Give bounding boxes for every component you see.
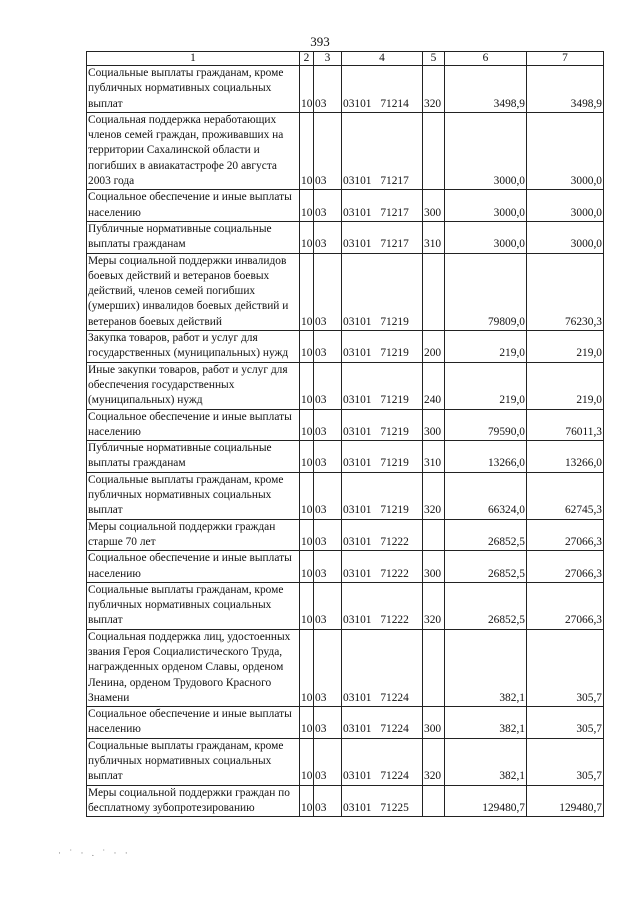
target-article-cell: 03101 71219: [342, 362, 423, 409]
amount-cell: 3000,0: [445, 221, 527, 253]
amount-cell: 27066,3: [527, 519, 604, 551]
table-row: [87, 519, 604, 551]
amount-cell: 62745,3: [527, 472, 604, 519]
expense-type-cell: 320: [423, 472, 445, 519]
expense-type-cell: 320: [423, 582, 445, 629]
header-cell: 4: [342, 52, 423, 66]
row-name-cell: Социальное обеспечение и иные выплаты населению: [87, 190, 300, 222]
subsection-cell: 03: [314, 190, 342, 222]
table-row: [87, 112, 604, 189]
amount-cell: 3000,0: [527, 112, 604, 189]
subsection-cell: 03: [314, 112, 342, 189]
target-article-cell: 03101 71222: [342, 551, 423, 583]
target-article-cell: 03101 71217: [342, 112, 423, 189]
section-cell: 10: [300, 362, 314, 409]
row-name-cell: Социальное обеспечение и иные выплаты населению: [87, 707, 300, 739]
target-article-cell: 03101 71219: [342, 253, 423, 330]
amount-cell: 26852,5: [445, 551, 527, 583]
table-row: [87, 472, 604, 519]
header-cell: 5: [423, 52, 445, 66]
table-row: [87, 707, 604, 739]
section-cell: 10: [300, 221, 314, 253]
row-name-cell: Меры социальной поддержки граждан старше 70 лет: [87, 519, 300, 551]
amount-cell: 26852,5: [445, 519, 527, 551]
expense-type-cell: 320: [423, 66, 445, 113]
amount-cell: 129480,7: [445, 785, 527, 817]
row-name-cell: Социальные выплаты гражданам, кроме публичных нормативных социальных выплат: [87, 66, 300, 113]
section-cell: 10: [300, 472, 314, 519]
amount-cell: 13266,0: [445, 441, 527, 473]
amount-cell: 79590,0: [445, 409, 527, 441]
target-article-cell: 03101 71217: [342, 221, 423, 253]
row-name-cell: Социальная поддержка лиц, удостоенных звания Героя Социалистического Труда, награжденных орденом Славы, орденом Ленина, орденом Трудового Красного Знамени: [87, 629, 300, 706]
row-name-cell: Социальное обеспечение и иные выплаты населению: [87, 409, 300, 441]
amount-cell: 76230,3: [527, 253, 604, 330]
amount-cell: 3000,0: [445, 112, 527, 189]
subsection-cell: 03: [314, 66, 342, 113]
subsection-cell: 03: [314, 331, 342, 363]
amount-cell: 219,0: [527, 331, 604, 363]
amount-cell: 3498,9: [527, 66, 604, 113]
table-row: [87, 582, 604, 629]
amount-cell: 76011,3: [527, 409, 604, 441]
amount-cell: 219,0: [445, 331, 527, 363]
target-article-cell: 03101 71219: [342, 331, 423, 363]
table-header-row: [87, 52, 604, 66]
table-row: [87, 785, 604, 817]
row-name-cell: Публичные нормативные социальные выплаты гражданам: [87, 441, 300, 473]
target-article-cell: 03101 71225: [342, 785, 423, 817]
amount-cell: 3000,0: [527, 190, 604, 222]
target-article-cell: 03101 71219: [342, 409, 423, 441]
amount-cell: 219,0: [445, 362, 527, 409]
table-row: [87, 221, 604, 253]
section-cell: 10: [300, 707, 314, 739]
table-row: [87, 629, 604, 706]
target-article-cell: 03101 71219: [342, 441, 423, 473]
amount-cell: 3000,0: [527, 221, 604, 253]
section-cell: 10: [300, 785, 314, 817]
expense-type-cell: [423, 519, 445, 551]
target-article-cell: 03101 71217: [342, 190, 423, 222]
target-article-cell: 03101 71222: [342, 519, 423, 551]
header-cell: 3: [314, 52, 342, 66]
amount-cell: 13266,0: [527, 441, 604, 473]
row-name-cell: Публичные нормативные социальные выплаты гражданам: [87, 221, 300, 253]
row-name-cell: Социальная поддержка неработающих членов семей граждан, проживавших на территории Сахалинской области и погибших в авиакатастрофе 20 августа 2003 года: [87, 112, 300, 189]
table-row: [87, 409, 604, 441]
section-cell: 10.: [300, 409, 314, 441]
table-row: [87, 253, 604, 330]
expense-type-cell: 300: [423, 707, 445, 739]
section-cell: 10: [300, 582, 314, 629]
expense-type-cell: 300: [423, 409, 445, 441]
page-number: 393: [310, 34, 330, 49]
section-cell: 10: [300, 519, 314, 551]
amount-cell: 3000,0: [445, 190, 527, 222]
target-article-cell: 03101 71224: [342, 707, 423, 739]
subsection-cell: 03: [314, 409, 342, 441]
subsection-cell: 03: [314, 707, 342, 739]
expense-type-cell: 240: [423, 362, 445, 409]
table-row: [87, 331, 604, 363]
amount-cell: 305,7: [527, 738, 604, 785]
section-cell: 10: [300, 629, 314, 706]
amount-cell: 382,1: [445, 629, 527, 706]
table-row: [87, 362, 604, 409]
amount-cell: 66324,0: [445, 472, 527, 519]
amount-cell: 79809,0: [445, 253, 527, 330]
row-name-cell: Закупка товаров, работ и услуг для государственных (муниципальных) нужд: [87, 331, 300, 363]
subsection-cell: 03: [314, 551, 342, 583]
section-cell: 10: [300, 441, 314, 473]
row-name-cell: Социальное обеспечение и иные выплаты населению: [87, 551, 300, 583]
amount-cell: 3498,9: [445, 66, 527, 113]
header-cell: 6: [445, 52, 527, 66]
subsection-cell: 03: [314, 362, 342, 409]
scan-artifact: · ˙ · . ˙ · ·: [58, 848, 131, 858]
subsection-cell: 03: [314, 472, 342, 519]
expense-type-cell: 310: [423, 221, 445, 253]
header-cell: 2: [300, 52, 314, 66]
target-article-cell: 03101 71224: [342, 738, 423, 785]
subsection-cell: 03: [314, 253, 342, 330]
section-cell: 10: [300, 190, 314, 222]
row-name-cell: Социальные выплаты гражданам, кроме публичных нормативных социальных выплат: [87, 582, 300, 629]
row-name-cell: Меры социальной поддержки граждан по бесплатному зубопротезированию: [87, 785, 300, 817]
amount-cell: 27066,3: [527, 582, 604, 629]
amount-cell: 382,1: [445, 738, 527, 785]
header-cell: 7: [527, 52, 604, 66]
expense-type-cell: 320: [423, 738, 445, 785]
table-row: [87, 441, 604, 473]
subsection-cell: 03: [314, 519, 342, 551]
subsection-cell: 03: [314, 629, 342, 706]
table-row: [87, 738, 604, 785]
table-row: [87, 551, 604, 583]
section-cell: 10: [300, 66, 314, 113]
subsection-cell: 03: [314, 441, 342, 473]
expense-type-cell: [423, 112, 445, 189]
table-row: [87, 190, 604, 222]
amount-cell: 219,0: [527, 362, 604, 409]
target-article-cell: 03101 71222: [342, 582, 423, 629]
target-article-cell: 03101 71219: [342, 472, 423, 519]
subsection-cell: 03: [314, 221, 342, 253]
expense-type-cell: 200: [423, 331, 445, 363]
expense-type-cell: 300: [423, 551, 445, 583]
section-cell: 10: [300, 551, 314, 583]
table-body: [87, 66, 604, 817]
section-cell: 10: [300, 738, 314, 785]
expense-type-cell: 310: [423, 441, 445, 473]
table-row: [87, 66, 604, 113]
subsection-cell: 03: [314, 738, 342, 785]
row-name-cell: Иные закупки товаров, работ и услуг для обеспечения государственных (муниципальных) нужд: [87, 362, 300, 409]
amount-cell: 26852,5: [445, 582, 527, 629]
header-cell: 1: [87, 52, 300, 66]
expense-type-cell: [423, 629, 445, 706]
section-cell: 10: [300, 331, 314, 363]
row-name-cell: Меры социальной поддержки инвалидов боевых действий и ветеранов боевых действий, членов семей погибших (умерших) инвалидов боевых действий и ветеранов боевых действий: [87, 253, 300, 330]
subsection-cell: 03: [314, 582, 342, 629]
amount-cell: 27066,3: [527, 551, 604, 583]
expense-type-cell: [423, 253, 445, 330]
subsection-cell: 03: [314, 785, 342, 817]
amount-cell: 382,1: [445, 707, 527, 739]
expense-type-cell: [423, 785, 445, 817]
section-cell: 10: [300, 253, 314, 330]
target-article-cell: 03101 71214: [342, 66, 423, 113]
row-name-cell: Социальные выплаты гражданам, кроме публичных нормативных социальных выплат: [87, 738, 300, 785]
budget-table: [86, 51, 604, 817]
amount-cell: 305,7: [527, 707, 604, 739]
amount-cell: 305,7: [527, 629, 604, 706]
section-cell: 10: [300, 112, 314, 189]
row-name-cell: Социальные выплаты гражданам, кроме публичных нормативных социальных выплат: [87, 472, 300, 519]
expense-type-cell: 300: [423, 190, 445, 222]
target-article-cell: 03101 71224: [342, 629, 423, 706]
amount-cell: 129480,7: [527, 785, 604, 817]
